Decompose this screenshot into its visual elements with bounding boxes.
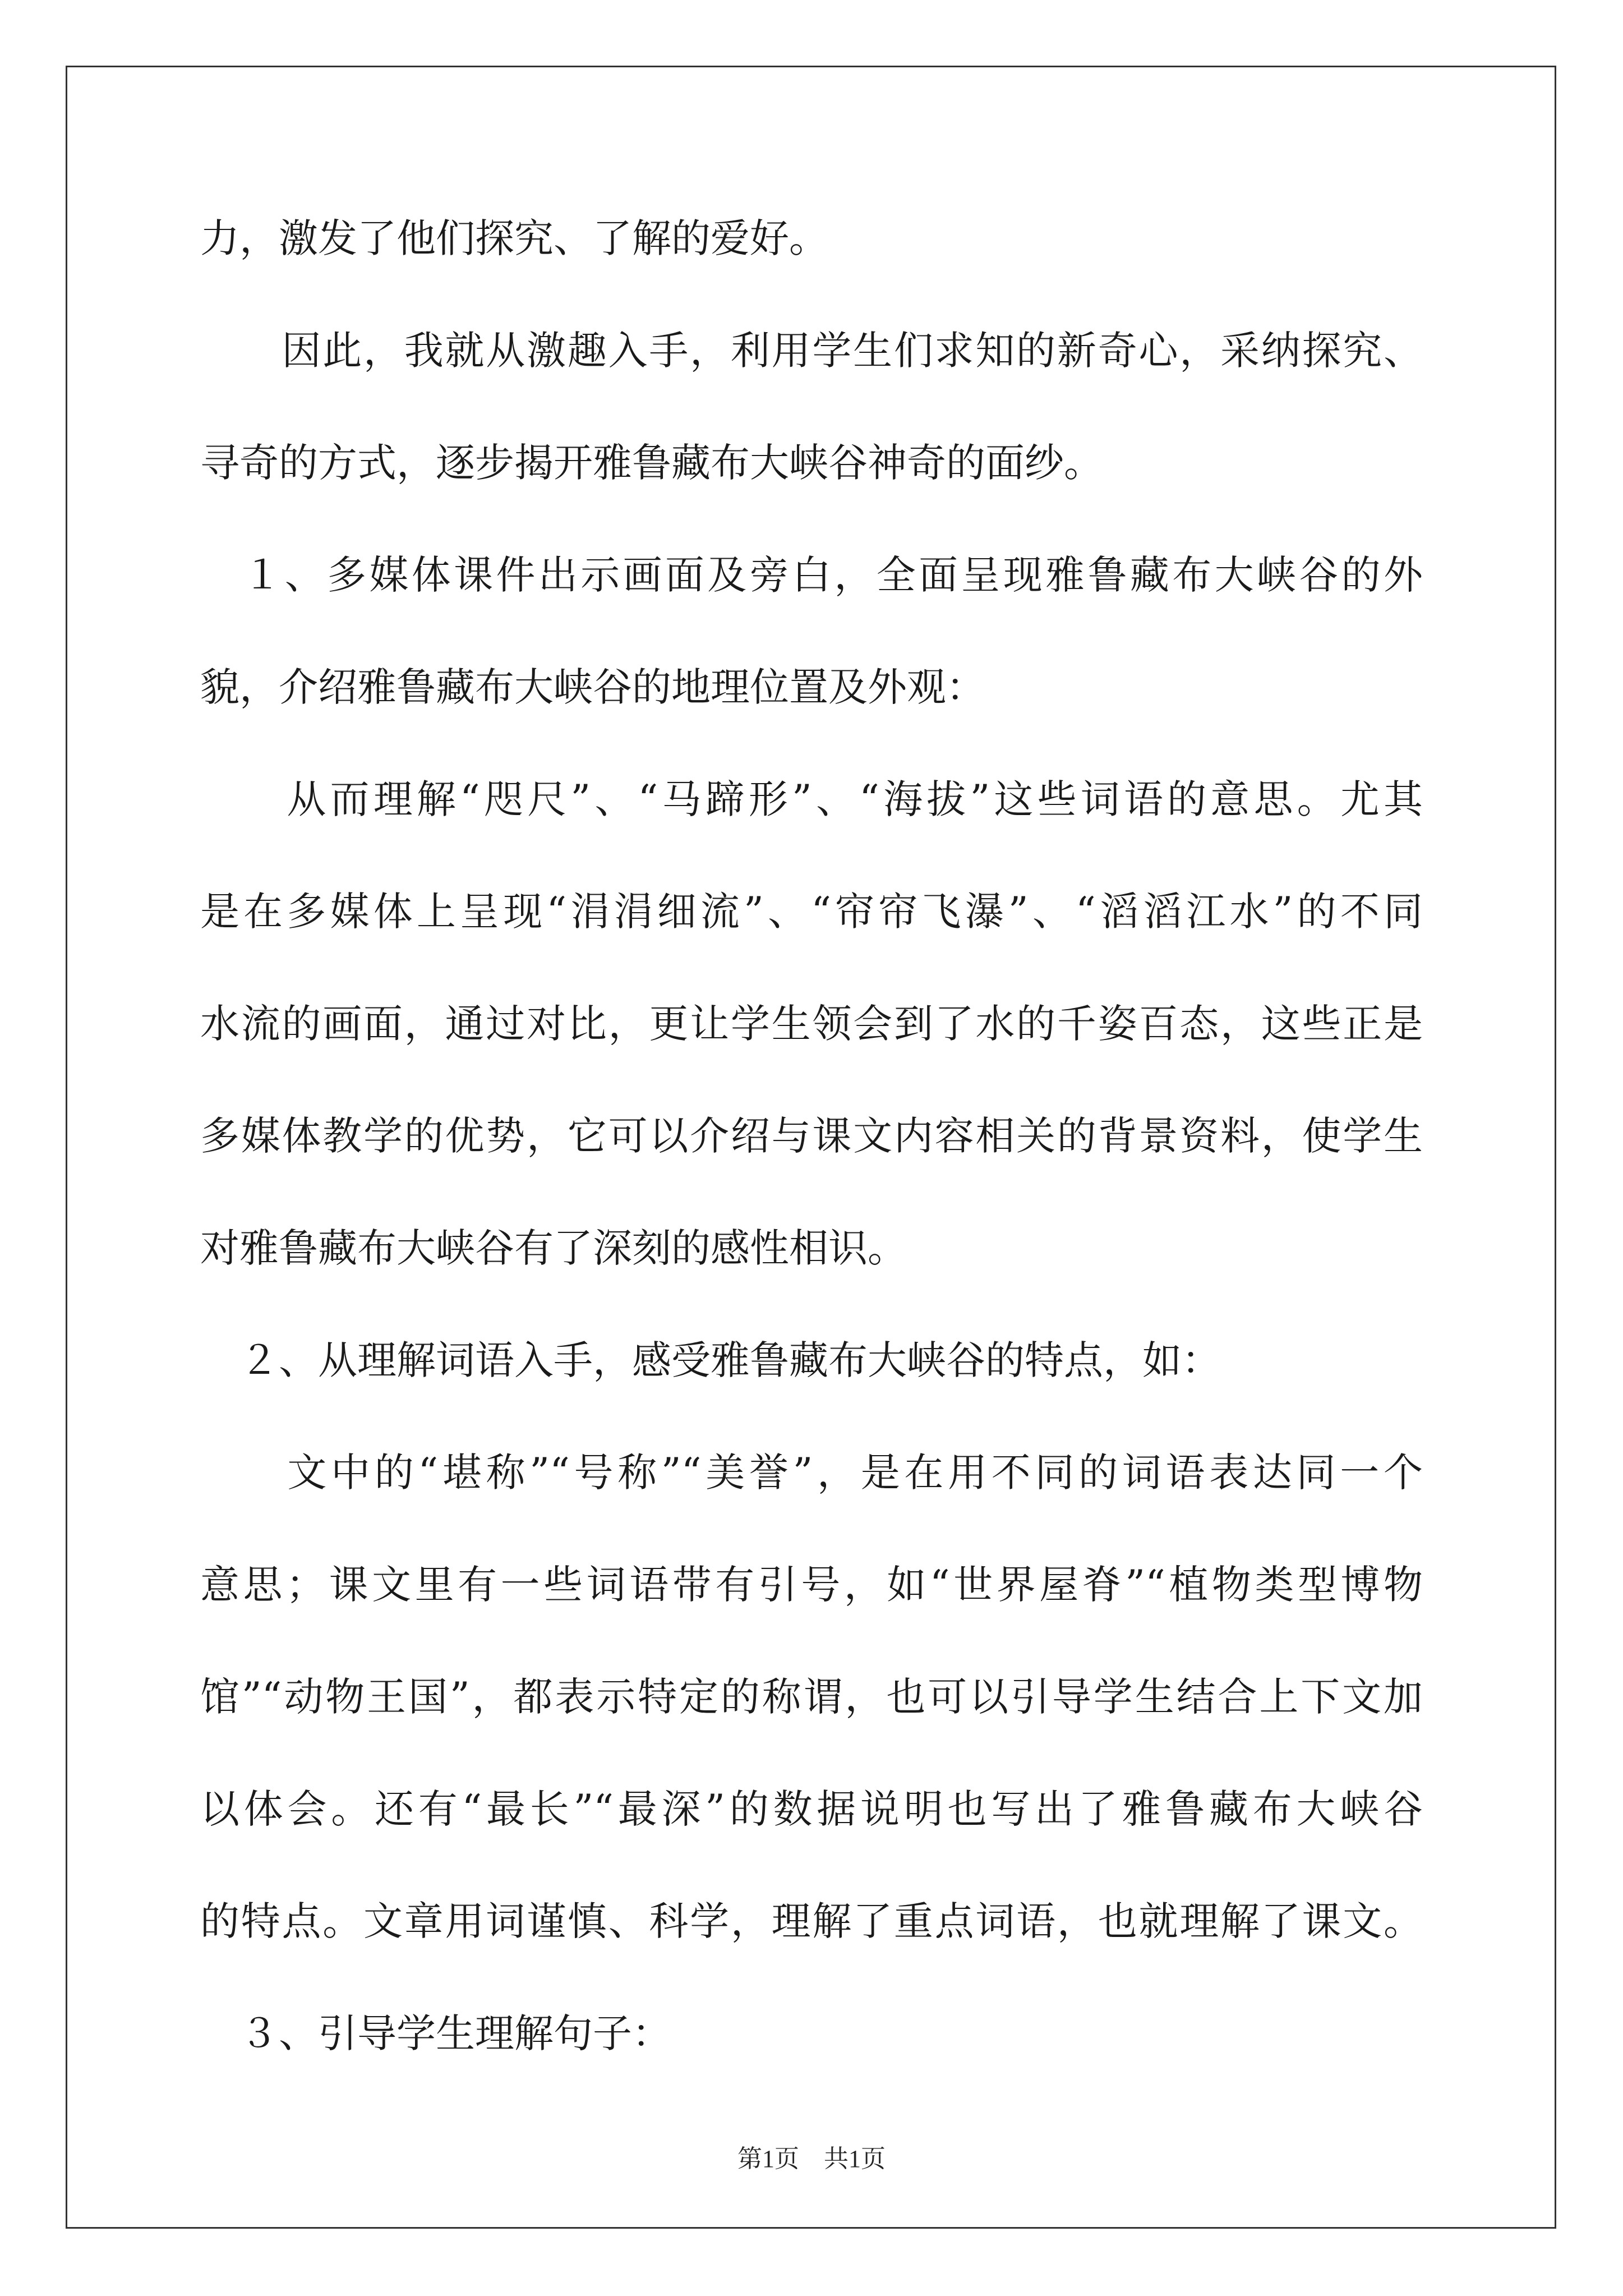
text-line: 意思；课文里有一些词语带有引号，如“世界屋脊”“植物类型博物 [200, 1562, 1423, 1608]
text-line: 力，激发了他们探究、了解的爱好。 [200, 215, 828, 261]
text-line: 是在多媒体上呈现“涓涓细流”、“帘帘飞瀑”、“滔滔江水”的不同 [200, 889, 1423, 935]
text-line: 貌，介绍雅鲁藏布大峡谷的地理位置及外观： [200, 664, 985, 710]
text-line: 多媒体教学的优势，它可以介绍与课文内容相关的背景资料，使学生 [200, 1113, 1423, 1159]
text-line: ２、从理解词语入手，感受雅鲁藏布大峡谷的特点，如： [200, 1337, 1221, 1383]
text-line: 从而理解“咫尺”、“马蹄形”、“海拔”这些词语的意思。尤其 [200, 776, 1423, 822]
text-line: １、多媒体课件出示画面及旁白，全面呈现雅鲁藏布大峡谷的外 [200, 552, 1423, 598]
text-line: ３、引导学生理解句子： [200, 2010, 671, 2056]
text-line: 以体会。还有“最长”“最深”的数据说明也写出了雅鲁藏布大峡谷 [200, 1786, 1423, 1832]
text-line: 文中的“堪称”“号称”“美誉”，是在用不同的词语表达同一个 [200, 1450, 1423, 1496]
page-number-label: 第1页 共1页 [737, 2145, 886, 2173]
text-line: 馆”“动物王国”，都表示特定的称谓，也可以引导学生结合上下文加 [200, 1674, 1423, 1720]
text-line: 因此，我就从激趣入手，利用学生们求知的新奇心，采纳探究、 [200, 328, 1423, 374]
page-footer [0, 2138, 1623, 2174]
text-line: 对雅鲁藏布大峡谷有了深刻的感性相识。 [200, 1225, 907, 1271]
text-line: 的特点。文章用词谨慎、科学，理解了重点词语，也就理解了课文。 [200, 1898, 1423, 1944]
text-line: 水流的画面，通过对比，更让学生领会到了水的千姿百态，这些正是 [200, 1001, 1423, 1047]
text-line: 寻奇的方式，逐步揭开雅鲁藏布大峡谷神奇的面纱。 [200, 440, 1103, 486]
